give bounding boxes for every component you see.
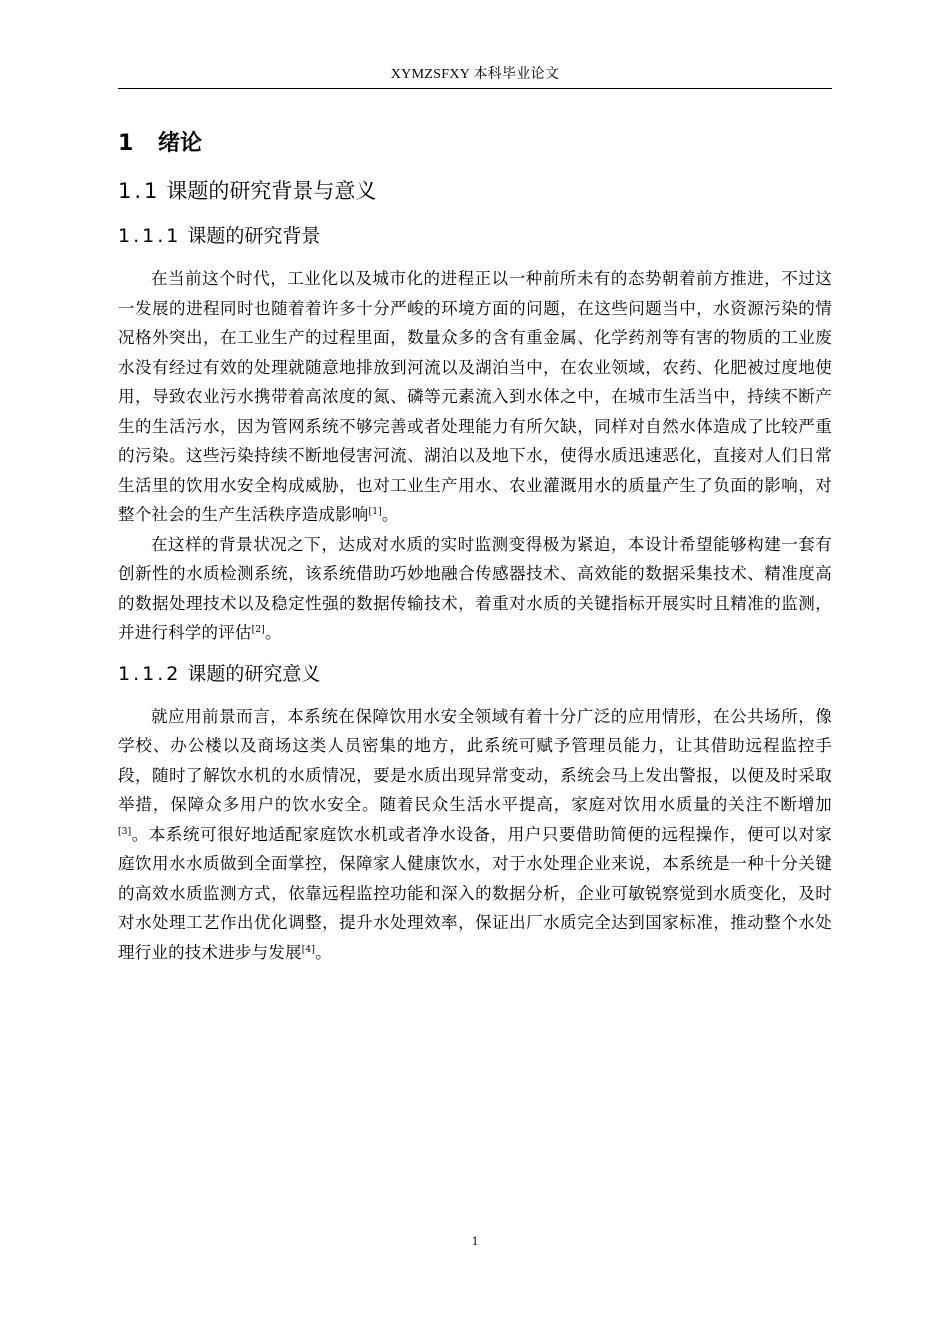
spacer	[118, 648, 832, 660]
citation-marker[interactable]: [1]	[368, 507, 382, 517]
subsection-title: 课题的研究意义	[187, 662, 321, 685]
paragraph-text: 就应用前景而言，本系统在保障饮用水安全领域有着十分广泛的应用情形，在公共场所，像学校、办公楼以及商场这类人员密集的地方，此系统可赋予管理员能力，让其借助远程监控手段，随时了解饮水机的水质情况，要是水质出现异常变动，系统会马上发出警报，以便及时采取举措，保障众多用户的饮水安全。随着民众生活水平提高，家庭对饮用水质量的关注不断增加	[118, 706, 832, 814]
running-header: XYMZSFXY 本科毕业论文	[390, 67, 560, 82]
paragraph-significance-1	[118, 702, 832, 968]
citation-marker[interactable]: [3]	[118, 826, 132, 837]
paragraph-end: 。	[264, 623, 282, 642]
citation-marker[interactable]: [4]	[301, 944, 316, 955]
paragraph-end: 。	[381, 505, 399, 524]
paragraph-text: 在这样的背景状况之下，达成对水质的实时监测变得极为紧迫，本设计希望能够构建一套有创新性的水质检测系统，该系统借助巧妙地融合传感器技术、高效能的数据采集技术、精准度高的数据处理技术以及稳定性强的数据传输技术，着重对水质的关键指标开展实时且精准的监测，并进行科学的评估	[118, 534, 832, 642]
paragraph-end: 。	[315, 942, 332, 962]
chapter-number: 1	[118, 131, 134, 156]
page-number: 1	[471, 1233, 479, 1248]
header-rule	[118, 88, 832, 89]
section-heading	[118, 176, 832, 206]
subsection-title: 课题的研究背景	[187, 225, 321, 247]
subsection-number: 1.1.1	[118, 225, 182, 247]
paragraph-text: 。本系统可很好地适配家庭饮水机或者净水设备，用户只要借助简便的远程操作，便可以对家庭饮用水水质做到全面掌控，保障家人健康饮水，对于水处理企业来说，本系统是一种十分关键的高效水质监测方式，依靠远程监控功能和深入的数据分析，企业可敏锐察觉到水质变化，及时对水处理工艺作出优化调整，提升水处理效率，保证出厂水质完全达到国家标准，推动整个水处理行业的技术进步与发展	[118, 824, 832, 962]
subsection-heading-background	[118, 222, 832, 250]
paragraph-text: 在当前这个时代，工业化以及城市化的进程正以一种前所未有的态势朝着前方推进，不过这一发展的进程同时也随着着许多十分严峻的环境方面的问题，在这些问题当中，水资源污染的情况格外突出，在工业生产的过程里面，数量众多的含有重金属、化学药剂等有害的物质的工业废水没有经过有效的处理就随意地排放到河流以及湖泊当中，在农业领域，农药、化肥被过度地使用，导致农业污水携带着高浓度的氮、磷等元素流入到水体之中，在城市生活当中，持续不断产生的生活污水，因为管网系统不够完善或者处理能力有所欠缺，同样对自然水体造成了比较严重的污染。这些污染持续不断地侵害河流、湖泊以及地下水，使得水质迅速恶化，直接对人们日常生活里的饮用水安全构成威胁，也对工业生产用水、农业灌溉用水的质量产生了负面的影响，对整个社会的生产生活秩序造成影响	[118, 269, 832, 524]
subsection-number: 1.1.2	[118, 662, 182, 685]
chapter-title: 绪论	[158, 131, 203, 156]
page-body	[118, 128, 832, 967]
paragraph-background-2	[118, 530, 832, 648]
citation-marker[interactable]: [2]	[251, 625, 265, 635]
paragraph-background-1	[118, 264, 832, 530]
subsection-heading-significance	[118, 660, 832, 688]
chapter-heading	[118, 128, 832, 160]
section-number: 1.1	[118, 179, 161, 203]
section-title: 课题的研究背景与意义	[166, 179, 377, 203]
